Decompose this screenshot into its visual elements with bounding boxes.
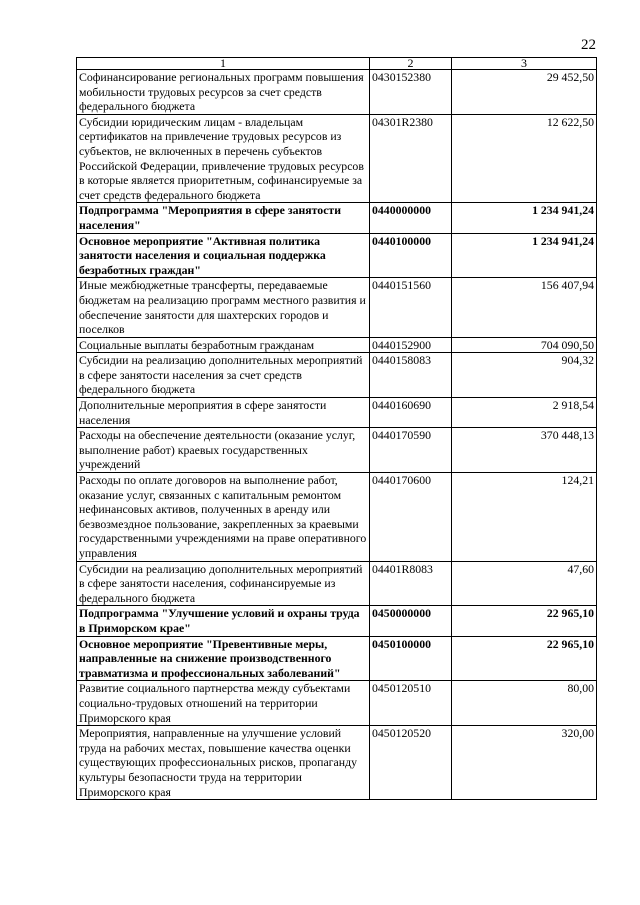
row-amount: 29 452,50 <box>452 70 597 115</box>
row-amount: 370 448,13 <box>452 428 597 473</box>
table-row <box>77 428 597 473</box>
row-code: 0430152380 <box>370 70 452 115</box>
row-amount: 80,00 <box>452 681 597 726</box>
table-row <box>77 70 597 115</box>
row-amount: 2 918,54 <box>452 398 597 428</box>
row-name: Расходы на обеспечение деятельности (оказание услуг, выполнение работ) краевых государственных учреждений <box>77 428 370 473</box>
row-name: Развитие социального партнерства между субъектами социально-трудовых отношений на территории Приморского края <box>77 681 370 726</box>
row-name: Дополнительные мероприятия в сфере занятости населения <box>77 398 370 428</box>
table-row <box>77 114 597 203</box>
table-row <box>77 337 597 353</box>
row-name: Подпрограмма "Мероприятия в сфере занятости населения" <box>77 203 370 233</box>
row-amount: 1 234 941,24 <box>452 233 597 278</box>
budget-table <box>76 57 597 800</box>
row-amount: 704 090,50 <box>452 337 597 353</box>
row-code: 0440152900 <box>370 337 452 353</box>
row-amount: 124,21 <box>452 473 597 562</box>
table-row <box>77 233 597 278</box>
row-name: Основное мероприятие "Превентивные меры, направленные на снижение производственного травматизма и профессиональных заболеваний" <box>77 636 370 681</box>
column-header-name: 1 <box>77 58 370 70</box>
row-name: Субсидии юридическим лицам - владельцам сертификатов на привлечение трудовых ресурсов из субъектов, не включенных в перечень субъектов Российской Федерации, привлечение трудовых ресурсов в которые является приоритетным, софинансируемые за счет средств федерального бюджета <box>77 114 370 203</box>
row-code: 04301R2380 <box>370 114 452 203</box>
row-code: 0450100000 <box>370 636 452 681</box>
row-name: Иные межбюджетные трансферты, передаваемые бюджетам на реализацию программ местного развития и обеспечение занятости для шахтерских городов и поселков <box>77 278 370 337</box>
table-row <box>77 636 597 681</box>
row-name: Софинансирование региональных программ повышения мобильности трудовых ресурсов за счет средств федерального бюджета <box>77 70 370 115</box>
row-code: 0450120520 <box>370 726 452 800</box>
row-code: 0450000000 <box>370 606 452 636</box>
table-body <box>77 70 597 800</box>
row-name: Подпрограмма "Улучшение условий и охраны труда в Приморском крае" <box>77 606 370 636</box>
row-code: 0440160690 <box>370 398 452 428</box>
table-row <box>77 353 597 398</box>
table-row <box>77 473 597 562</box>
table-row <box>77 606 597 636</box>
row-code: 04401R8083 <box>370 561 452 606</box>
row-code: 0450120510 <box>370 681 452 726</box>
column-header-code: 2 <box>370 58 452 70</box>
column-header-amount: 3 <box>452 58 597 70</box>
table-row <box>77 203 597 233</box>
row-name: Мероприятия, направленные на улучшение условий труда на рабочих местах, повышение качества оценки существующих профессиональных рисков, пропаганду культуры безопасности труда на территории Приморского края <box>77 726 370 800</box>
row-amount: 904,32 <box>452 353 597 398</box>
row-amount: 47,60 <box>452 561 597 606</box>
table-row <box>77 278 597 337</box>
row-amount: 156 407,94 <box>452 278 597 337</box>
page-number: 22 <box>581 37 596 53</box>
row-amount: 320,00 <box>452 726 597 800</box>
row-code: 0440158083 <box>370 353 452 398</box>
row-name: Расходы по оплате договоров на выполнение работ, оказание услуг, связанных с капитальным ремонтом нефинансовых активов, полученных в аренду или безвозмездное пользование, закрепленных за краевыми государственными учреждениями на праве оперативного управления <box>77 473 370 562</box>
row-name: Субсидии на реализацию дополнительных мероприятий в сфере занятости населения за счет средств федерального бюджета <box>77 353 370 398</box>
row-amount: 12 622,50 <box>452 114 597 203</box>
row-name: Основное мероприятие "Активная политика занятости населения и социальная поддержка безработных граждан" <box>77 233 370 278</box>
row-code: 0440170600 <box>370 473 452 562</box>
row-code: 0440151560 <box>370 278 452 337</box>
row-amount: 1 234 941,24 <box>452 203 597 233</box>
header-row <box>77 58 597 70</box>
row-code: 0440170590 <box>370 428 452 473</box>
table-row <box>77 561 597 606</box>
row-amount: 22 965,10 <box>452 606 597 636</box>
table-row <box>77 398 597 428</box>
table-row <box>77 726 597 800</box>
row-name: Социальные выплаты безработным гражданам <box>77 337 370 353</box>
table-row <box>77 681 597 726</box>
row-name: Субсидии на реализацию дополнительных мероприятий в сфере занятости населения, софинансируемые из федерального бюджета <box>77 561 370 606</box>
row-amount: 22 965,10 <box>452 636 597 681</box>
row-code: 0440100000 <box>370 233 452 278</box>
row-code: 0440000000 <box>370 203 452 233</box>
